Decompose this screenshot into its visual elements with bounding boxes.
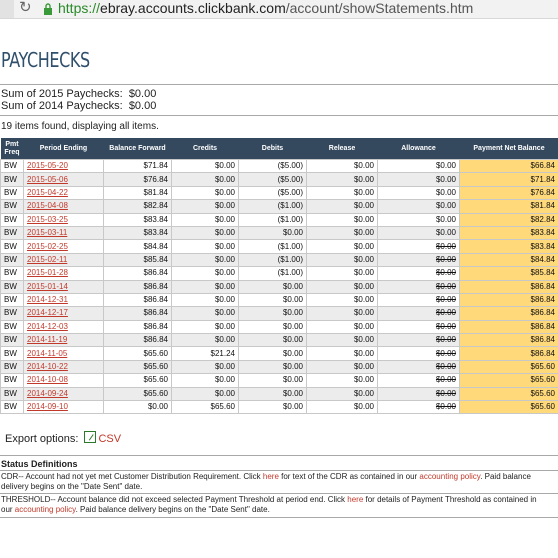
period-link[interactable]: 2015-02-11 [27,254,68,264]
table-header-row [1,138,558,160]
cell-balance: $86.84 [104,280,172,293]
cell-allowance: $0.00 [378,160,460,173]
status-definitions-heading: Status Definitions [1,459,78,469]
cell-credits: $0.00 [172,334,239,347]
period-link[interactable]: 2014-11-19 [27,335,68,345]
period-link[interactable]: 2014-09-24 [27,388,68,398]
cell-debits: $0.00 [239,347,307,360]
sum-divider [0,115,558,116]
cdr-definition [1,472,546,492]
table-row [1,374,558,387]
cell-release: $0.00 [307,253,378,266]
cell-credits: $0.00 [172,226,239,239]
cell-allowance: $0.00 [378,280,460,293]
cell-freq: BW [1,253,24,266]
cell-balance: $83.84 [104,226,172,239]
cell-freq: BW [1,280,24,293]
cdr-text-1: CDR-- Account had not yet met Customer Distribution Requirement. Click [1,472,263,481]
cell-period [24,267,104,280]
cell-freq: BW [1,320,24,333]
threshold-definition [1,495,546,515]
lock-icon [43,3,53,15]
cell-debits: ($1.00) [239,200,307,213]
cell-period [24,374,104,387]
cell-credits: $0.00 [172,240,239,253]
status-divider-heading [0,470,558,471]
cell-credits: $0.00 [172,200,239,213]
cell-credits: $0.00 [172,387,239,400]
table-row [1,401,558,414]
cell-release: $0.00 [307,200,378,213]
sum-2014-label: Sum of 2014 Paychecks: [1,100,123,112]
cell-freq: BW [1,160,24,173]
cell-debits: ($5.00) [239,173,307,186]
cell-balance: $65.60 [104,360,172,373]
cell-payment: $86.84 [460,334,558,347]
cell-balance: $81.84 [104,186,172,199]
cell-freq: BW [1,334,24,347]
period-link[interactable]: 2015-05-20 [27,161,68,171]
cell-allowance: $0.00 [378,347,460,360]
table-row [1,160,558,173]
threshold-text-3: . Paid balance delivery begins on the "Date Sent" date. [75,505,270,514]
cell-credits: $0.00 [172,293,239,306]
status-divider-middle [0,493,558,494]
cell-balance: $86.84 [104,267,172,280]
cell-payment: $81.84 [460,200,558,213]
period-link[interactable]: 2014-09-10 [27,402,68,412]
cell-allowance: $0.00 [378,320,460,333]
cell-balance: $65.60 [104,374,172,387]
cell-release: $0.00 [307,173,378,186]
cell-period [24,307,104,320]
page-title: PAYCHECKS [1,48,90,72]
cell-payment: $83.84 [460,240,558,253]
cell-balance: $65.60 [104,347,172,360]
back-button[interactable] [0,0,14,18]
cell-payment: $71.84 [460,173,558,186]
period-link[interactable]: 2015-02-25 [27,241,68,251]
cell-debits: $0.00 [239,320,307,333]
cell-balance: $85.84 [104,253,172,266]
cell-debits: $0.00 [239,374,307,387]
cell-period [24,293,104,306]
cell-freq: BW [1,240,24,253]
period-link[interactable]: 2015-04-08 [27,201,68,211]
cell-credits: $0.00 [172,307,239,320]
cell-period [24,280,104,293]
cell-credits: $0.00 [172,360,239,373]
cell-debits: ($1.00) [239,267,307,280]
cell-release: $0.00 [307,374,378,387]
cell-credits: $0.00 [172,280,239,293]
cell-payment: $83.84 [460,226,558,239]
cell-payment: $65.60 [460,360,558,373]
export-label: Export options: [5,433,79,445]
csv-file-icon[interactable] [84,431,96,443]
cell-release: $0.00 [307,240,378,253]
cell-period [24,401,104,414]
cell-payment: $65.60 [460,387,558,400]
table-row [1,267,558,280]
cell-allowance: $0.00 [378,186,460,199]
cell-payment: $86.84 [460,307,558,320]
cell-credits: $0.00 [172,213,239,226]
cell-credits: $0.00 [172,253,239,266]
col-header-balance[interactable]: Balance Forward [104,138,172,160]
table-row [1,253,558,266]
cell-period [24,387,104,400]
cell-freq: BW [1,213,24,226]
table-row [1,186,558,199]
reload-icon[interactable]: ↻ [19,0,32,16]
cell-debits: ($1.00) [239,240,307,253]
cell-period [24,226,104,239]
cdr-here-link[interactable]: here [262,472,279,481]
col-header-credits[interactable]: Credits [172,138,239,160]
cell-debits: $0.00 [239,387,307,400]
cell-debits: $0.00 [239,226,307,239]
cell-balance: $83.84 [104,213,172,226]
cell-period [24,160,104,173]
cell-balance: $0.00 [104,401,172,414]
table-row [1,347,558,360]
cell-period [24,334,104,347]
cell-payment: $65.60 [460,374,558,387]
cdr-text-3: . Paid balance delivery begins on the "Date Sent" date. [1,472,531,491]
cell-release: $0.00 [307,387,378,400]
cell-period [24,213,104,226]
col-header-payment[interactable]: Payment Net Balance [460,138,558,160]
cell-debits: ($1.00) [239,213,307,226]
cell-freq: BW [1,173,24,186]
cell-balance: $86.84 [104,334,172,347]
cell-allowance: $0.00 [378,293,460,306]
statements-table [0,138,558,414]
cell-freq: BW [1,360,24,373]
cell-credits: $0.00 [172,374,239,387]
period-link[interactable]: 2014-11-05 [27,348,68,358]
cell-debits: $0.00 [239,334,307,347]
table-row [1,307,558,320]
sum-2014 [1,100,156,112]
cell-balance: $86.84 [104,320,172,333]
cell-period [24,347,104,360]
cell-freq: BW [1,374,24,387]
items-found: 19 items found, displaying all items. [1,121,159,132]
cell-release: $0.00 [307,347,378,360]
cell-payment: $86.84 [460,320,558,333]
table-row [1,240,558,253]
cell-release: $0.00 [307,213,378,226]
cell-payment: $76.84 [460,186,558,199]
cell-credits: $65.60 [172,401,239,414]
period-link[interactable]: 2014-12-03 [27,321,68,331]
url-field[interactable] [58,0,473,17]
cell-release: $0.00 [307,334,378,347]
table-row [1,280,558,293]
url-path: /account/showStatements.htm [285,0,474,16]
period-link[interactable]: 2015-05-06 [27,174,68,184]
cell-period [24,360,104,373]
cell-credits: $0.00 [172,173,239,186]
threshold-accounting-policy-link[interactable]: accounting policy [14,505,76,514]
cell-debits: $0.00 [239,293,307,306]
col-header-debits[interactable]: Debits [239,138,307,160]
cdr-text-2: for text of the CDR as contained in our [278,472,420,481]
table-row [1,173,558,186]
cdr-accounting-policy-link[interactable]: accounting policy [419,472,481,481]
cell-freq: BW [1,186,24,199]
cell-release: $0.00 [307,320,378,333]
cell-debits: ($5.00) [239,186,307,199]
cell-debits: $0.00 [239,307,307,320]
cell-release: $0.00 [307,401,378,414]
title-divider [0,84,558,85]
cell-period [24,253,104,266]
cell-debits: $0.00 [239,360,307,373]
cell-payment: $66.84 [460,160,558,173]
cell-period [24,186,104,199]
cell-debits: $0.00 [239,280,307,293]
cell-debits: ($5.00) [239,160,307,173]
cell-allowance: $0.00 [378,334,460,347]
cell-allowance: $0.00 [378,173,460,186]
cell-credits: $0.00 [172,186,239,199]
cell-freq: BW [1,267,24,280]
cell-balance: $82.84 [104,200,172,213]
cell-allowance: $0.00 [378,213,460,226]
threshold-text-1: THRESHOLD-- Account balance did not exceed selected Payment Threshold at period end. Click [1,495,348,504]
cell-credits: $21.24 [172,347,239,360]
cell-payment: $86.84 [460,293,558,306]
cell-release: $0.00 [307,186,378,199]
browser-address-bar [0,0,558,19]
cell-freq: BW [1,293,24,306]
cell-freq: BW [1,200,24,213]
csv-export-link[interactable]: CSV [98,433,122,445]
threshold-text-2: for details of Payment Threshold as contained in our [1,495,537,514]
cell-allowance: $0.00 [378,240,460,253]
table-row [1,360,558,373]
sum-2015-label: Sum of 2015 Paychecks: [1,88,123,100]
period-link[interactable]: 2015-01-28 [27,268,68,278]
period-link[interactable]: 2015-03-11 [27,228,68,238]
sum-2015-value: $0.00 [128,88,157,100]
cell-release: $0.00 [307,280,378,293]
cell-credits: $0.00 [172,267,239,280]
cell-debits: $0.00 [239,401,307,414]
table-row [1,387,558,400]
cell-release: $0.00 [307,307,378,320]
cell-allowance: $0.00 [378,374,460,387]
col-header-freq[interactable]: Pmt Freq [1,138,24,160]
status-divider-bottom [0,517,558,518]
threshold-here-link[interactable]: here [347,495,364,504]
cell-release: $0.00 [307,267,378,280]
cell-freq: BW [1,387,24,400]
table-row [1,320,558,333]
cell-freq: BW [1,226,24,239]
period-link[interactable]: 2014-12-17 [27,308,68,318]
cell-credits: $0.00 [172,160,239,173]
export-options [5,431,121,445]
cell-allowance: $0.00 [378,226,460,239]
url-scheme: https:// [58,0,101,16]
statements-table-wrap [0,138,558,414]
cell-allowance: $0.00 [378,360,460,373]
cell-freq: BW [1,401,24,414]
cell-balance: $84.84 [104,240,172,253]
period-link[interactable]: 2015-01-14 [27,281,68,291]
cell-freq: BW [1,347,24,360]
cell-debits: ($1.00) [239,253,307,266]
cell-payment: $65.60 [460,401,558,414]
cell-balance: $65.60 [104,387,172,400]
cell-release: $0.00 [307,226,378,239]
cell-balance: $86.84 [104,307,172,320]
cell-credits: $0.00 [172,320,239,333]
table-row [1,200,558,213]
cell-period [24,320,104,333]
cell-payment: $86.84 [460,347,558,360]
col-header-allowance[interactable]: Allowance [378,138,460,160]
status-divider-top [0,455,558,456]
cell-payment: $86.84 [460,280,558,293]
table-row [1,213,558,226]
cell-freq: BW [1,307,24,320]
cell-balance: $86.84 [104,293,172,306]
cell-payment: $84.84 [460,253,558,266]
period-link[interactable]: 2014-10-08 [27,375,68,385]
table-row [1,293,558,306]
cell-balance: $76.84 [104,173,172,186]
sum-2014-value: $0.00 [128,100,157,112]
period-link[interactable]: 2015-04-22 [27,187,68,197]
col-header-release[interactable]: Release [307,138,378,160]
table-row [1,334,558,347]
cell-release: $0.00 [307,160,378,173]
cell-allowance: $0.00 [378,253,460,266]
cell-allowance: $0.00 [378,267,460,280]
cell-allowance: $0.00 [378,307,460,320]
table-body [1,160,558,414]
cell-period [24,200,104,213]
cell-period [24,173,104,186]
sum-2015 [1,88,156,100]
cell-payment: $85.84 [460,267,558,280]
period-link[interactable]: 2014-10-22 [27,362,68,372]
table-row [1,226,558,239]
col-header-period[interactable]: Period Ending [24,138,104,160]
cell-payment: $82.84 [460,213,558,226]
cell-balance: $71.84 [104,160,172,173]
cell-allowance: $0.00 [378,401,460,414]
cell-release: $0.00 [307,360,378,373]
cell-release: $0.00 [307,293,378,306]
cell-allowance: $0.00 [378,200,460,213]
period-link[interactable]: 2014-12-31 [27,295,68,305]
cell-allowance: $0.00 [378,387,460,400]
cell-period [24,240,104,253]
url-host: ebray.accounts.clickbank.com [100,0,286,16]
period-link[interactable]: 2015-03-25 [27,214,68,224]
